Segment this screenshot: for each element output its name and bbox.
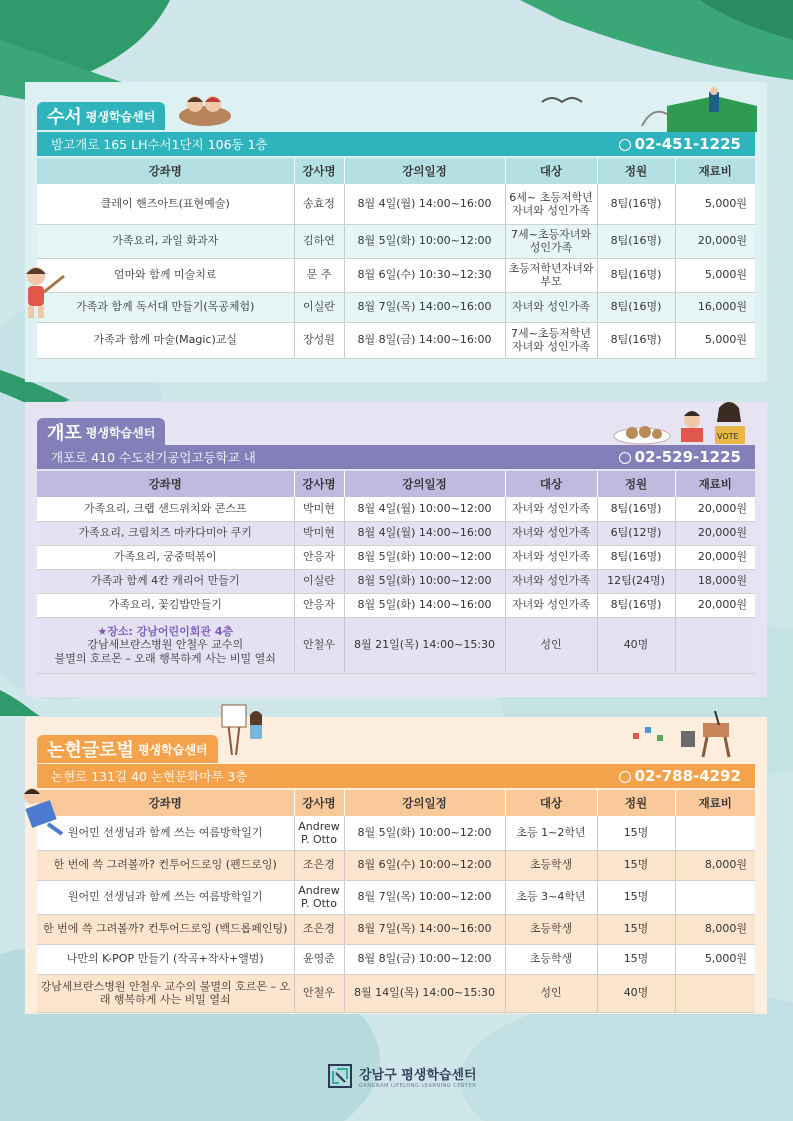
course-name: 가족요리, 과일 화과자 — [37, 224, 294, 258]
fee: 5,000원 — [675, 322, 755, 358]
seagull-illustration — [540, 92, 585, 112]
capacity: 40명 — [597, 617, 675, 673]
course-name: 가족요리, 궁중떡볶이 — [37, 545, 294, 569]
schedule: 8월 4일(월) 14:00~16:00 — [344, 521, 505, 545]
phone-icon — [619, 452, 631, 464]
schedule: 8월 5일(화) 10:00~12:00 — [344, 545, 505, 569]
special-course — [37, 617, 294, 673]
table-row — [37, 224, 755, 258]
header-teacher: 강사명 — [294, 471, 344, 497]
table-header-row — [37, 790, 755, 816]
teacher: 송효정 — [294, 184, 344, 224]
fee — [675, 617, 755, 673]
capacity: 40명 — [597, 974, 675, 1012]
capacity: 8팀(16명) — [597, 258, 675, 292]
center-address: 개포로 410 수도전기공업고등학교 내 — [51, 450, 256, 465]
teacher: 안철우 — [294, 974, 344, 1012]
schedule: 8월 21일(목) 14:00~15:30 — [344, 617, 505, 673]
header-target: 대상 — [505, 158, 597, 184]
book-illustration — [637, 86, 762, 132]
target: 6세~ 초등저학년 자녀와 성인가족 — [505, 184, 597, 224]
fee: 16,000원 — [675, 292, 755, 322]
special-title-line2: 불멸의 호르몬 – 오래 행복하게 사는 비밀 열쇠 — [54, 651, 276, 665]
center-phone-number: 02-529-1225 — [634, 448, 741, 466]
target: 7세~초등자녀와 성인가족 — [505, 224, 597, 258]
fee: 20,000원 — [675, 593, 755, 617]
gaepo-center-title — [37, 418, 165, 446]
center-name-big: 논현글로벌 — [47, 740, 134, 761]
course-name: 가족과 함께 마술(Magic)교실 — [37, 322, 294, 358]
center-phone — [619, 135, 741, 153]
fee — [675, 880, 755, 914]
schedule: 8월 5일(화) 10:00~12:00 — [344, 816, 505, 850]
schedule: 8월 7일(목) 14:00~16:00 — [344, 292, 505, 322]
schedule: 8월 8일(금) 14:00~16:00 — [344, 322, 505, 358]
course-name: 가족요리, 꽃김밥만들기 — [37, 593, 294, 617]
suseo-center-title — [37, 102, 165, 130]
course-name: 나만의 K-POP 만들기 (작곡+작사+앨범) — [37, 944, 294, 974]
teacher: Andrew P. Otto — [294, 816, 344, 850]
special-location: ★장소: 강남어린이회관 4층 — [97, 625, 234, 639]
phone-icon — [619, 139, 631, 151]
table-row — [37, 292, 755, 322]
nonhyeon-course-table — [37, 790, 755, 1013]
suseo-address-bar — [37, 132, 755, 156]
suseo-course-table — [37, 158, 755, 359]
cooking-vote-illustration — [607, 402, 757, 446]
nonhyeon-center-title — [37, 735, 218, 763]
target: 자녀와 성인가족 — [505, 593, 597, 617]
schedule: 8월 14일(목) 14:00~15:30 — [344, 974, 505, 1012]
header-course: 강좌명 — [37, 471, 294, 497]
header-capacity: 정원 — [597, 471, 675, 497]
header-schedule: 강의일정 — [344, 158, 505, 184]
schedule: 8월 5일(화) 14:00~16:00 — [344, 593, 505, 617]
svg-text:VOTE: VOTE — [717, 432, 739, 441]
fee: 20,000원 — [675, 521, 755, 545]
capacity: 8팀(16명) — [597, 593, 675, 617]
teacher: 김하연 — [294, 224, 344, 258]
table-row — [37, 914, 755, 944]
center-phone — [619, 448, 741, 466]
table-row — [37, 593, 755, 617]
fee: 20,000원 — [675, 224, 755, 258]
table-header-row — [37, 158, 755, 184]
fee: 8,000원 — [675, 914, 755, 944]
fee: 5,000원 — [675, 184, 755, 224]
center-name-small: 평생학습센터 — [137, 742, 208, 757]
header-schedule: 강의일정 — [344, 790, 505, 816]
header-teacher: 강사명 — [294, 158, 344, 184]
table-row — [37, 258, 755, 292]
course-name: 한 번에 쓱 그려볼까? 컨투어드로잉 (펜드로잉) — [37, 850, 294, 880]
fee: 18,000원 — [675, 569, 755, 593]
target: 초등학생 — [505, 850, 597, 880]
capacity: 8팀(16명) — [597, 292, 675, 322]
course-name: 가족요리, 크랩 샌드위치와 콘스프 — [37, 497, 294, 521]
table-row — [37, 816, 755, 850]
table-row — [37, 850, 755, 880]
course-name: 가족과 함께 독서대 만들기(목공체험) — [37, 292, 294, 322]
table-row — [37, 880, 755, 914]
suseo-center-panel — [25, 82, 767, 382]
fee — [675, 974, 755, 1012]
nonhyeon-address-bar — [37, 764, 755, 788]
nonhyeon-global-center-panel — [25, 717, 767, 1014]
header-capacity: 정원 — [597, 790, 675, 816]
target: 초등학생 — [505, 914, 597, 944]
gaepo-center-panel — [25, 402, 767, 697]
table-row — [37, 521, 755, 545]
capacity: 8팀(16명) — [597, 184, 675, 224]
center-address: 논현로 131길 40 논현문화마루 3층 — [51, 769, 248, 784]
teacher: 장성원 — [294, 322, 344, 358]
header-capacity: 정원 — [597, 158, 675, 184]
course-name: 클레이 핸즈아트(표현예술) — [37, 184, 294, 224]
capacity: 8팀(16명) — [597, 224, 675, 258]
capacity: 8팀(16명) — [597, 545, 675, 569]
fee: 5,000원 — [675, 944, 755, 974]
schedule: 8월 5일(화) 10:00~12:00 — [344, 569, 505, 593]
course-name: 가족요리, 크림치즈 마카다미아 쿠키 — [37, 521, 294, 545]
header-course: 강좌명 — [37, 158, 294, 184]
logo-title: 강남구 평생학습센터 — [359, 1067, 477, 1083]
teacher: 안응자 — [294, 545, 344, 569]
gangnam-lifelong-learning-logo — [327, 1063, 477, 1089]
logo-mark-icon — [327, 1063, 353, 1089]
center-name-big: 개포 — [47, 423, 82, 444]
gaepo-course-table — [37, 471, 755, 674]
teacher: 박미현 — [294, 521, 344, 545]
header-teacher: 강사명 — [294, 790, 344, 816]
target: 성인 — [505, 617, 597, 673]
artist-easel-illustration — [218, 695, 268, 757]
target: 자녀와 성인가족 — [505, 497, 597, 521]
kids-basket-illustration — [175, 88, 235, 128]
special-title-line1: 강남세브란스병원 안철우 교수의 — [87, 638, 244, 652]
target: 자녀와 성인가족 — [505, 292, 597, 322]
fee: 20,000원 — [675, 545, 755, 569]
capacity: 15명 — [597, 914, 675, 944]
center-name-small: 평생학습센터 — [85, 425, 156, 440]
phone-icon — [619, 771, 631, 783]
header-schedule: 강의일정 — [344, 471, 505, 497]
teacher: 이실란 — [294, 569, 344, 593]
center-name-small: 평생학습센터 — [85, 109, 156, 124]
teacher: 조은경 — [294, 914, 344, 944]
teacher: 이실란 — [294, 292, 344, 322]
schedule: 8월 7일(목) 14:00~16:00 — [344, 914, 505, 944]
schedule: 8월 6일(수) 10:30~12:30 — [344, 258, 505, 292]
capacity: 15명 — [597, 850, 675, 880]
schedule: 8월 6일(수) 10:00~12:00 — [344, 850, 505, 880]
fee: 5,000원 — [675, 258, 755, 292]
teacher: 문 주 — [294, 258, 344, 292]
capacity: 12팀(24명) — [597, 569, 675, 593]
capacity: 6팀(12명) — [597, 521, 675, 545]
center-phone-number: 02-451-1225 — [634, 135, 741, 153]
target: 초등 3~4학년 — [505, 880, 597, 914]
table-row — [37, 184, 755, 224]
course-name: 엄마와 함께 미술치료 — [37, 258, 294, 292]
table-row-special-lecture — [37, 617, 755, 673]
capacity: 15명 — [597, 816, 675, 850]
course-name: 가족과 함께 4칸 캐리어 만들기 — [37, 569, 294, 593]
teacher: Andrew P. Otto — [294, 880, 344, 914]
center-phone — [619, 767, 741, 785]
target: 자녀와 성인가족 — [505, 569, 597, 593]
header-fee: 재료비 — [675, 790, 755, 816]
table-row — [37, 322, 755, 358]
schedule: 8월 5일(화) 10:00~12:00 — [344, 224, 505, 258]
schedule: 8월 7일(목) 10:00~12:00 — [344, 880, 505, 914]
schedule: 8월 8일(금) 10:00~12:00 — [344, 944, 505, 974]
capacity: 8팀(16명) — [597, 322, 675, 358]
schedule: 8월 4일(월) 10:00~12:00 — [344, 497, 505, 521]
teacher: 조은경 — [294, 850, 344, 880]
course-name: 한 번에 쓱 그려볼까? 컨투어드로잉 (백드롭페인팅) — [37, 914, 294, 944]
fee: 20,000원 — [675, 497, 755, 521]
reading-boy-illustration — [14, 784, 66, 836]
course-name: 원어민 선생님과 함께 쓰는 여름방학일기 — [37, 816, 294, 850]
header-target: 대상 — [505, 790, 597, 816]
target: 성인 — [505, 974, 597, 1012]
target: 초등학생 — [505, 944, 597, 974]
teacher: 윤영준 — [294, 944, 344, 974]
fee — [675, 816, 755, 850]
table-row — [37, 569, 755, 593]
target: 7세~초등저학년 자녀와 성인가족 — [505, 322, 597, 358]
center-address: 밤고개로 165 LH수서1단지 106동 1층 — [51, 137, 268, 152]
header-course: 강좌명 — [37, 790, 294, 816]
teacher: 안응자 — [294, 593, 344, 617]
center-phone-number: 02-788-4292 — [634, 767, 741, 785]
fee: 8,000원 — [675, 850, 755, 880]
table-row — [37, 944, 755, 974]
teacher: 박미현 — [294, 497, 344, 521]
table-row — [37, 545, 755, 569]
table-row — [37, 497, 755, 521]
schedule: 8월 4일(월) 14:00~16:00 — [344, 184, 505, 224]
table-header-row — [37, 471, 755, 497]
header-target: 대상 — [505, 471, 597, 497]
center-name-big: 수서 — [47, 107, 82, 128]
target: 초등저학년자녀와 부모 — [505, 258, 597, 292]
craft-tools-illustration — [623, 709, 759, 759]
capacity: 8팀(16명) — [597, 497, 675, 521]
capacity: 15명 — [597, 880, 675, 914]
target: 자녀와 성인가족 — [505, 521, 597, 545]
target: 자녀와 성인가족 — [505, 545, 597, 569]
header-fee: 재료비 — [675, 158, 755, 184]
teacher: 안철우 — [294, 617, 344, 673]
target: 초등 1~2학년 — [505, 816, 597, 850]
capacity: 15명 — [597, 944, 675, 974]
painter-girl-illustration — [20, 262, 70, 322]
logo-subtitle: GANGNAM LIFELONG LEARNING CENTER — [359, 1082, 477, 1089]
course-name: 강남세브란스병원 안철우 교수의 불멸의 호르몬 – 오래 행복하게 사는 비밀 열쇠 — [37, 974, 294, 1012]
course-name: 원어민 선생님과 함께 쓰는 여름방학일기 — [37, 880, 294, 914]
header-fee: 재료비 — [675, 471, 755, 497]
gaepo-address-bar — [37, 445, 755, 469]
table-row — [37, 974, 755, 1012]
